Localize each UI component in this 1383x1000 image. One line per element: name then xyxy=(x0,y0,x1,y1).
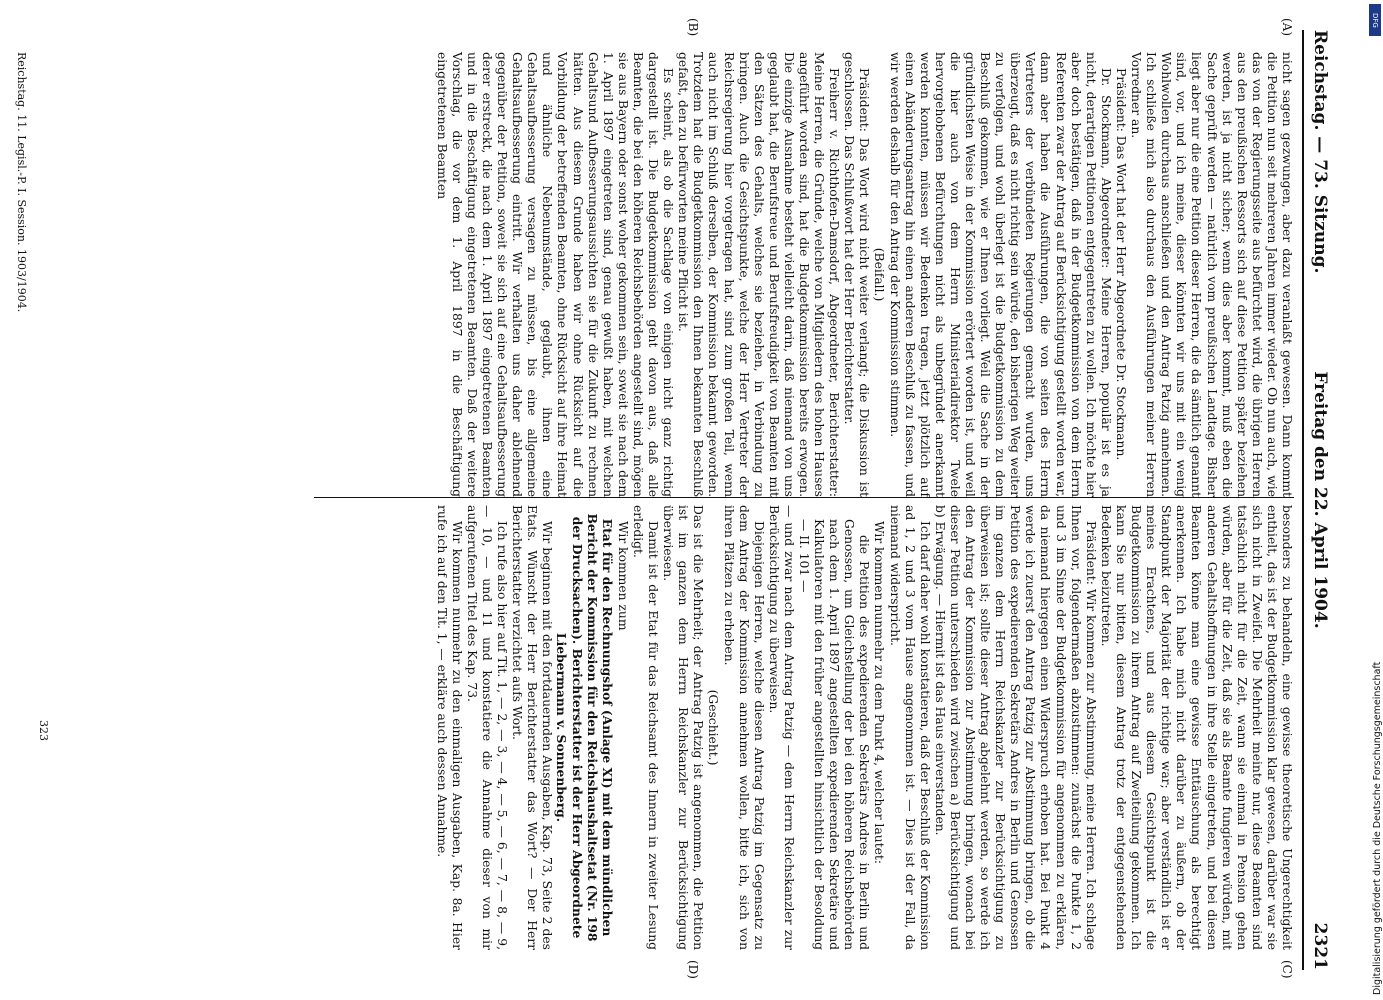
paragraph: (Beifall.) xyxy=(872,247,887,302)
paragraph: Wir kommen nunmehr zu dem Punkt 4, welcher lautet: xyxy=(872,521,887,865)
left-column xyxy=(434,52,1294,497)
footer-right: 323 xyxy=(37,720,50,741)
margin-mark-a: (A) xyxy=(1280,18,1294,37)
paragraph: Freiherr v. Richthofen-Damsdorf, Abgeordneter, Berichterstatter: Meine Herren, die Gründe, welche von Mitgliedern des hohen Hauses angeführt worden sind, hat die Budgetkommission bereits erwogen. Die einzige Ausnahme besteht vielleicht darin, daß niemand von uns geglaubt hat, die Berufstreue und Berufsfreudigkeit von Beamten mit den Sätzen des Gehalts, welches sie beziehen, in Verbindung zu bringen. Auch die Gesichtspunkte, welche der Herr Vertreter der Reichsregierung hier vorgetragen hat, sind zum großen Teil, wenn auch nicht im Schluß derselben, der Kommission bekannt geworden. Trotzdem hat die Budgetkommission den Ihnen bekannten Beschluß gefaßt, den zu befürworten meine Pflicht ist. xyxy=(676,52,842,497)
paragraph: Ich darf daher wohl konstatieren, daß der Beschluß der Kommission ad 1, 2 und 3 vom Hause angenommen ist. — Dies ist der Fall, da niemand widerspricht. xyxy=(887,505,932,950)
paragraph: Präsident: Das Wort wird nicht weiter verlangt; die Diskussion ist geschlossen. Das Schlußwort hat der Herr Berichterstatter. xyxy=(842,52,872,497)
page-number: 2321 xyxy=(1310,922,1330,970)
paragraph: besonders zu behandeln, eine gewisse theoretische Ungerechtigkeit enthielt, das ist der Budgetkommission klar gewesen, darüber war sie sich nicht in Zweifel. Die Mehrheit meinte nur, diese Beamten sind tatsächlich nicht für die Zeit, wann sie einmal in Pension gehen würden, aber für die Zeit, daß sie als Beamte fungieren würden, mit anderen Gehaltshoffnungen in ihre Stelle eingetreten, und bei diesen Beamten könne man eine gewisse Enttäuschung als berechtigt anerkennen. Ich habe mich nicht darüber zu äußern, ob der Standpunkt der Majorität der richtige war; aber verständlich ist er meines Erachtens, und aus diesem Gesichtspunkt ist die Budgetkommission zu ihrem Antrag auf Zweiteilung gekommen. Ich kann Sie nur bitten, diesem Antrag trotz der entgegenstehenden Bedenken beizutreten. xyxy=(1098,505,1294,950)
margin-mark-b: (B) xyxy=(686,18,700,37)
margin-mark-c: (C) xyxy=(1280,960,1294,979)
paragraph: Es scheint, als ob die Sachlage von einigen nicht ganz richtig dargestellt ist. Die Budgetkommission geht davon aus, daß alle Beamten, die bei den höheren Reichsbehörden angestellt sind, mögen sie aus Bayern oder sonst woher gekommen sein, soweit sie nach dem 1. April 1897 eingetreten sind, genau gewußt haben, mit welchen Gehaltsund Aufbesserungsaussichten sie für die Zukunft zu rechnen hätten. Aus diesem Grunde haben wir ohne Rücksicht auf die Vorbildung der betreffenden Beamten, ohne Rücksicht auf ihre Heimat und ähnliche Nebenumstände, geglaubt, ihnen eine Gehaltsaufbesserung versagen zu müssen, bis eine allgemeine Gehaltsaufbesserung eintritt. Wir verhalten uns daher ablehnend gegenüber der Petition, soweit sie sich auf eine Gehaltsaufbesserung derer erstreckt, die nach dem 1. April 1897 eingetretenen Beamten und in die Beschäftigung eingetretenen Beamten. Daß der weitere Vorschlag, die vor dem 1. April 1897 in die Beschäftigung eingetretenen Beamten xyxy=(434,52,676,497)
paragraph: Etat für den Rechnungshof (Anlage XI) mit dem mündlichen Bericht der Kommission für den Reichshaushaltsetat (Nr. 198 der Drucksachen). Berichterstatter ist der Herr Abgeordnete Liebermann v. Sonnenberg. xyxy=(554,513,615,942)
header-center: Freitag den 22. April 1904. xyxy=(1310,371,1330,629)
paragraph: — und zwar nach dem Antrag Patzig — dem Herrn Reichskanzler zur Berücksichtigung zu überweisen. xyxy=(766,505,796,950)
credit-strip xyxy=(1369,0,1383,1000)
footer-left: Reichstag. 11. Legisl.-P. I. Session. 1903/1904. xyxy=(15,52,28,313)
paragraph: Präsident: Wir kommen zur Abstimmung, meine Herren. Ich schlage Ihnen vor, folgendermaßen abzustimmen: zunächst die Punkte 1, 2 und 3 im Sinne der Budgetkommission für angenommen zu erklären, da niemand hiergegen einen Widerspruch erhoben hat. Bei Punkt 4 werde ich zuerst den Antrag Patzig zur Abstimmung bringen, ob die Petition des expedierenden Sekretärs Andres in Berlin und Genossen im ganzen dem Herrn Reichskanzler zur Berücksichtigung zu überweisen ist; sollte dieser Antrag abgelehnt werden, so werde ich den Antrag der Kommission zur Abstimmung bringen, wonach bei dieser Petition unterschieden wird zwischen a) Berücksichtigung und b) Erwägung. — Hiermit ist das Haus einverstanden. xyxy=(932,505,1098,950)
paragraph: Diejenigen Herren, welche diesen Antrag Patzig im Gegensatz zu dem Antrag der Kommission annehmen wollen, bitte ich, sich von ihren Plätzen zu erheben. xyxy=(721,505,766,950)
paragraph: (Geschieht.) xyxy=(706,689,721,766)
credit-text: Digitalisierung gefördert durch die Deutsche Forschungsgemeinschaft xyxy=(1372,661,1383,995)
page-header xyxy=(1302,30,1332,970)
dfg-logo: DFG xyxy=(1369,4,1381,36)
paragraph: Wir kommen nunmehr zu den einmaligen Ausgaben, Kap. 8a. Hier rufe ich auf den Tit. 1, — erkläre auch dessen Annahme. xyxy=(434,505,464,950)
paragraph: Damit ist der Etat für das Reichsamt des Innern in zweiter Lesung erledigt. xyxy=(630,505,661,950)
paragraph: Wir kommen zum xyxy=(615,521,630,631)
paragraph: Präsident: Das Wort hat der Herr Abgeordnete Dr. Stockmann. xyxy=(1113,68,1128,461)
paragraph: nicht sagen gezwungen, aber dazu veranlaßt gewesen. Dann kommt die Petition nun seit mehreren Jahren immer wieder. Ob nun auch, wie das von der Regierungsseite aus befürchtet wird, die übrigen Herren aus den preußischen Ressorts sich auf diese Petition später beziehen werden, ist ja nicht sicher; wenn dies aber kommt, muß eben die Sache geprüft werden — natürlich vom preußischen Landtage. Bisher liegt aber nur die eine Petition dieser Herren, die da sämtlich genannt sind, vor, und ich meine, dieser könnten wir uns mit ein wenig Wohlwollen durchaus anschließen und den Antrag Patzig annehmen. Ich schließe mich also durchaus den Ausführungen meiner Herren Vorredner an. xyxy=(1129,52,1294,497)
paragraph: Dr. Stockmann, Abgeordneter: Meine Herren, populär ist es ja nicht, derartigen Petitionen entgegentreten zu wollen. Ich möchte hier aber doch bestätigen, daß in der Budgetkommission von dem Herrn Referenten zwar der Antrag auf Berücksichtigung gestellt worden war, dann aber haben die Ausführungen, die von seiten des Herrn Vertreters der verbündeten Regierungen gemacht wurden, uns überzeugt, daß es nicht richtig sein würde, den bisherigen Weg weiter zu verfolgen, und wohl überlegt ist die Budgetkommission zu dem Beschluß gekommen, wie er Ihnen vorliegt. Weil die Sache in der gründlichsten Weise in der Kommission erörtert worden ist, und weil die hier auch von dem Herrn Ministerialdirektor Twele hervorgehobenen Befürchtungen nicht als unbegründet anerkannt werden konnten, müssen wir Bedenken tragen, jetzt plötzlich auf einen Abänderungsantrag hin einen anderen Beschluß zu fassen, und wir werden deshalb für den Antrag der Kommission stimmen. xyxy=(887,52,1113,497)
margin-mark-d: (D) xyxy=(686,960,700,979)
paragraph: Wir beginnen mit den fortdauernden Ausgaben, Kap. 73, Seite 2 des Etats. Wünscht der Herr Berichterstatter das Wort? — Der Herr Berichterstatter verzichtet aufs Wort. xyxy=(510,505,555,950)
header-left: Reichstag. — 73. Sitzung. xyxy=(1310,30,1330,274)
paragraph: Das ist die Mehrheit; der Antrag Patzig ist angenommen, die Petition ist im ganzen dem Herrn Reichskanzler zur Berücksichtigung überwiesen. xyxy=(661,505,706,950)
paragraph: Ich rufe also hier auf Tit. 1, — 2, — 3, — 4, — 5, — 6, — 7, — 8, — 9, — 10, — und 11 und konstatiere die Annahme dieser von mir aufgerufenen Titel des Kap. 73. xyxy=(464,505,510,950)
column-divider xyxy=(314,497,1294,498)
paragraph: die Petition des expedierenden Sekretärs Andres in Berlin und Genossen, um Gleichstellung der bei den höheren Reichsbehörden nach dem 1. April 1897 angestellten expedierenden Sekretäre und Kalkulatoren mit den früher angestellten hinsichtlich der Besoldung — II. 101 — xyxy=(797,519,872,950)
right-column xyxy=(434,505,1294,950)
